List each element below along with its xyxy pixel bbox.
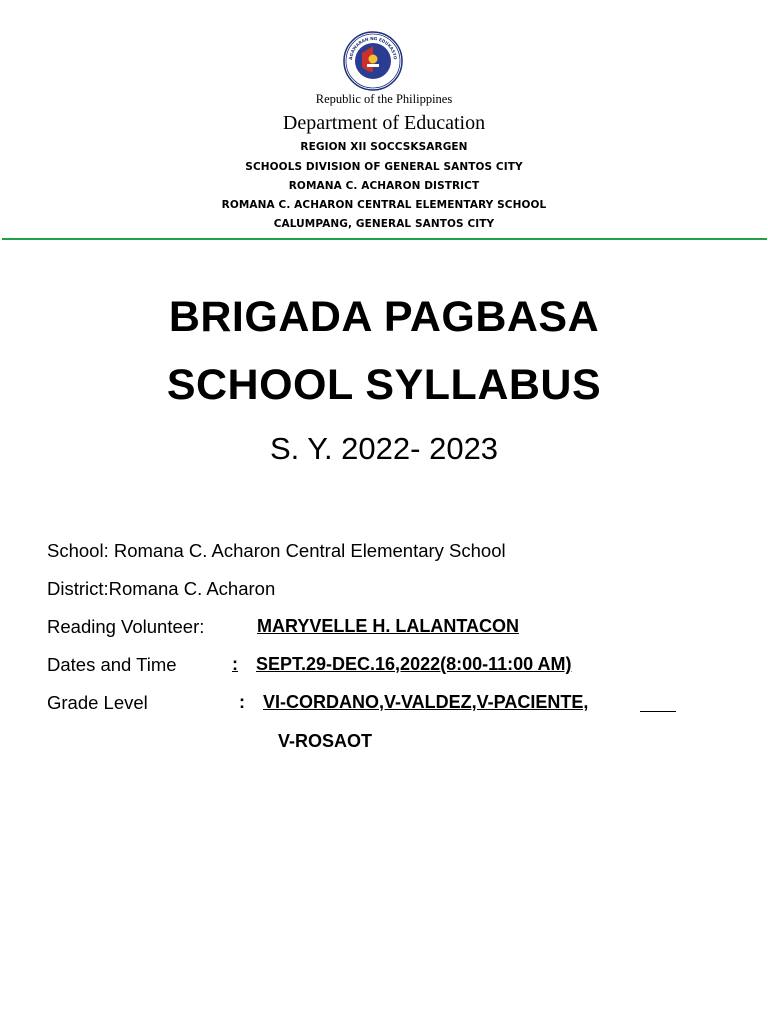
deped-seal-logo xyxy=(343,31,403,91)
grade-value-line-1: VI-CORDANO,V-VALDEZ,V-PACIENTE, xyxy=(263,692,589,712)
department-name: Department of Education xyxy=(282,112,486,134)
school-info: School: Romana C. Acharon Central Elementary School xyxy=(47,540,506,561)
school-year: S. Y. 2022- 2023 xyxy=(269,431,499,466)
volunteer-label: Reading Volunteer: xyxy=(47,616,205,637)
title-line-2: SCHOOL SYLLABUS xyxy=(166,361,602,409)
dates-colon: : xyxy=(232,654,238,674)
grade-label: Grade Level xyxy=(47,692,148,713)
region-line: REGION XII SOCCSKSARGEN xyxy=(300,141,468,153)
district-info: District:Romana C. Acharon xyxy=(47,578,276,599)
school-line: ROMANA C. ACHARON CENTRAL ELEMENTARY SCHOOL xyxy=(221,199,547,211)
division-line: SCHOOLS DIVISION OF GENERAL SANTOS CITY xyxy=(245,161,523,173)
district-line: ROMANA C. ACHARON DISTRICT xyxy=(288,180,480,192)
republic-line: Republic of the Philippines xyxy=(315,92,453,106)
seal-text: AGAWARAN NG EDUKASYO xyxy=(347,35,398,61)
grade-value-line-2: V-ROSAOT xyxy=(278,731,373,751)
dates-label: Dates and Time xyxy=(47,654,177,675)
volunteer-value: MARYVELLE H. LALANTACON xyxy=(257,616,519,636)
title-line-1: BRIGADA PAGBASA xyxy=(168,293,600,341)
header-divider xyxy=(2,238,767,240)
grade-colon: : xyxy=(239,692,245,712)
address-line: CALUMPANG, GENERAL SANTOS CITY xyxy=(273,218,495,230)
grade-underline-tail xyxy=(640,711,676,712)
dates-value: SEPT.29-DEC.16,2022(8:00-11:00 AM) xyxy=(256,654,572,674)
